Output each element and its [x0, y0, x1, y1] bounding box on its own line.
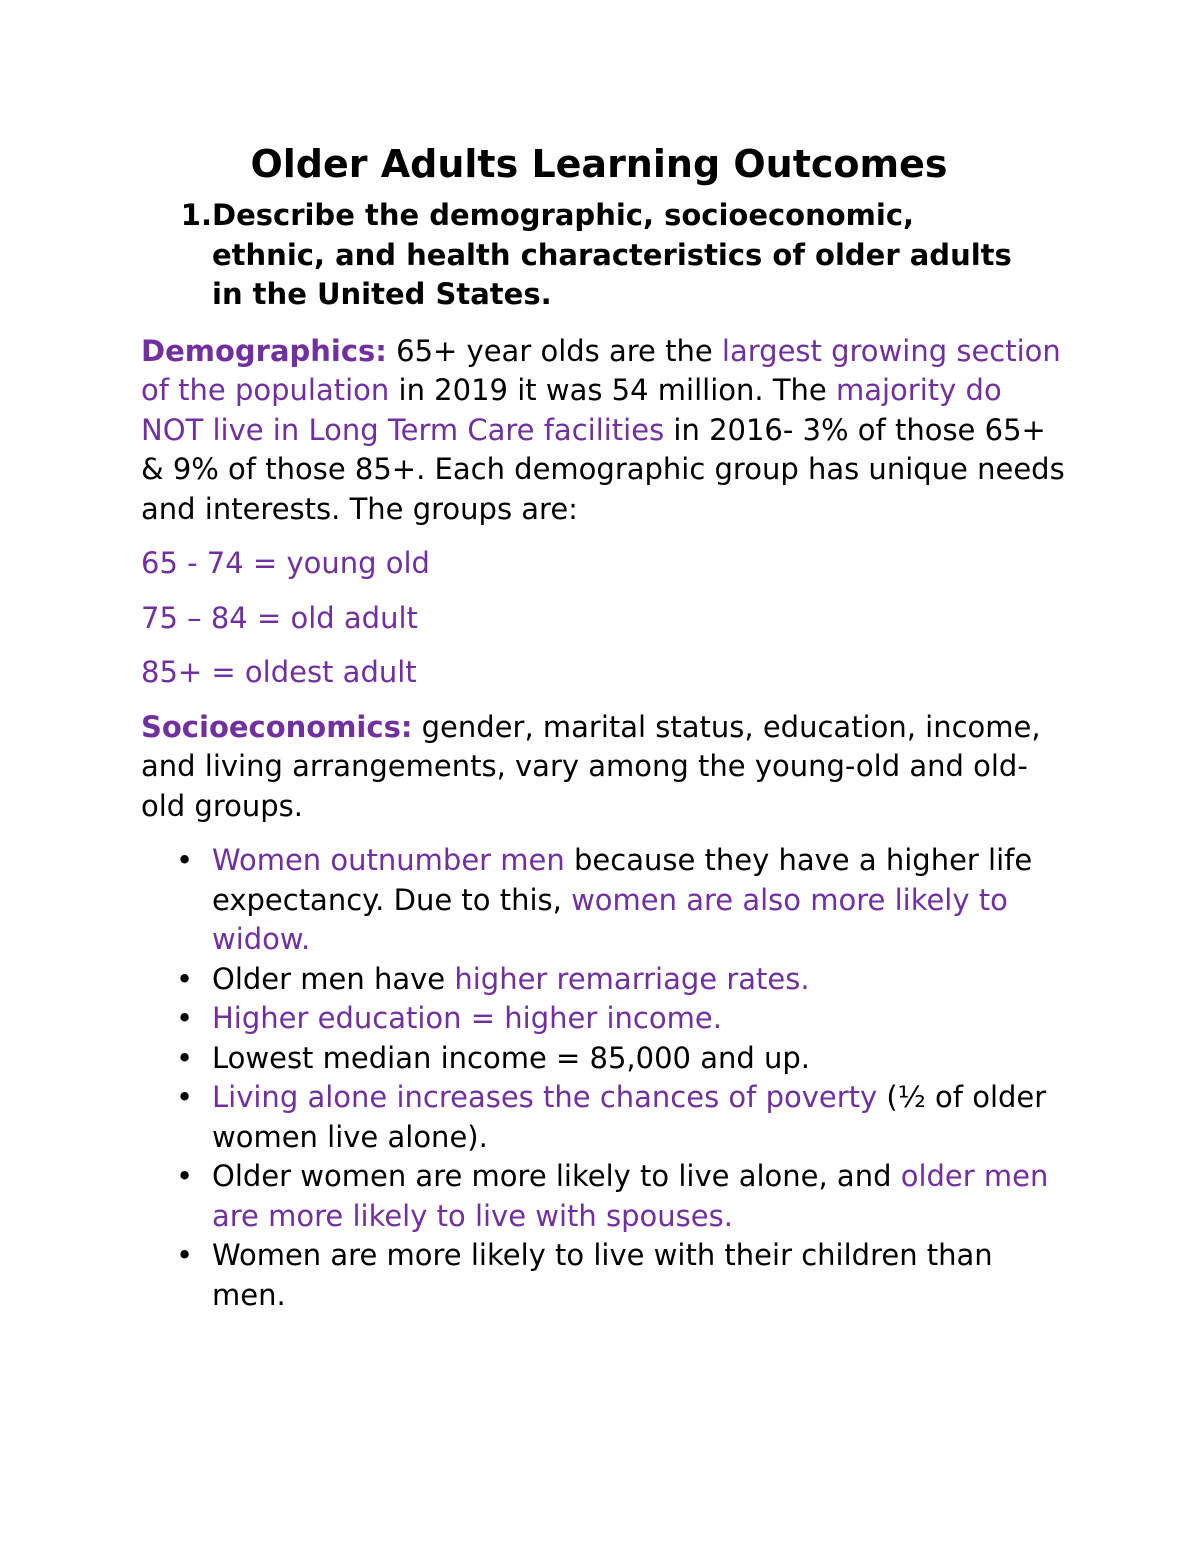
bullet-icon: • — [176, 1080, 194, 1114]
demographics-label: Demographics: — [141, 333, 387, 368]
document-body — [141, 138, 1071, 1315]
demographics-text-3: in 2016- 3% of those 65+ & 9% of those 85+. Each demographic group has unique needs and interests. The groups are: — [141, 412, 1065, 526]
bullet-icon: • — [176, 1001, 194, 1035]
learning-objective-1 — [141, 196, 1071, 315]
list-item — [141, 1039, 1071, 1079]
demographics-text-2: in 2019 it was 54 million. The — [389, 373, 836, 407]
socioeconomics-paragraph — [141, 708, 1071, 827]
list-item — [141, 1078, 1071, 1157]
list-item — [141, 999, 1071, 1039]
bullet-highlight: older men are more likely to live with spouses. — [212, 1159, 1049, 1233]
age-group-old-adult: 75 – 84 = old adult — [141, 600, 418, 635]
bullet-text: because they have a higher life expectancy. Due to this, — [212, 843, 1033, 917]
bullet-highlight: higher remarriage rates. — [454, 961, 810, 996]
bullet-icon: • — [176, 961, 194, 996]
objective-text: Describe the demographic, socioeconomic, ethnic, and health characteristics of older adults in the United States. — [212, 198, 1012, 311]
demographics-paragraph — [141, 332, 1071, 530]
bullet-icon: • — [176, 1238, 194, 1272]
socioeconomics-label: Socioeconomics: — [141, 709, 413, 744]
age-group-oldest-adult: 85+ = oldest adult — [141, 655, 417, 689]
bullet-icon: • — [176, 843, 194, 877]
socioeconomics-bullet-list — [141, 841, 1071, 1315]
age-group-young-old: 65 - 74 = young old — [141, 546, 430, 580]
bullet-text: (½ of older women live alone). — [212, 1080, 1047, 1154]
list-item — [141, 960, 1071, 1000]
bullet-highlight: Higher education = higher income. — [212, 1001, 722, 1035]
socioeconomics-text: gender, marital status, education, income, and living arrangements, vary among the young-old and old-old groups. — [141, 709, 1041, 823]
list-item — [141, 1157, 1071, 1236]
bullet-highlight: Women outnumber men — [212, 843, 565, 877]
bullet-icon: • — [176, 1040, 194, 1075]
bullet-text: Older women are more likely to live alone, and — [212, 1159, 901, 1193]
demographics-text-1: 65+ year olds are the — [386, 333, 722, 368]
demographics-highlight-1: largest growing section of the population — [141, 333, 1061, 407]
document-title: Older Adults Learning Outcomes — [250, 142, 948, 186]
demographics-highlight-2: majority do NOT live in Long Term Care facilities — [141, 373, 1002, 447]
bullet-highlight: Living alone increases the chances of poverty — [212, 1080, 878, 1114]
bullet-text: Women are more likely to live with their children than men. — [212, 1238, 993, 1312]
list-item — [141, 841, 1071, 960]
objective-number: 1. — [180, 198, 212, 232]
bullet-icon: • — [176, 1159, 194, 1193]
bullet-highlight: women are also more likely to widow. — [212, 882, 1008, 956]
bullet-text: Lowest median income = 85,000 and up. — [212, 1040, 810, 1075]
bullet-text: Older men have — [212, 961, 455, 996]
list-item — [141, 1236, 1071, 1315]
